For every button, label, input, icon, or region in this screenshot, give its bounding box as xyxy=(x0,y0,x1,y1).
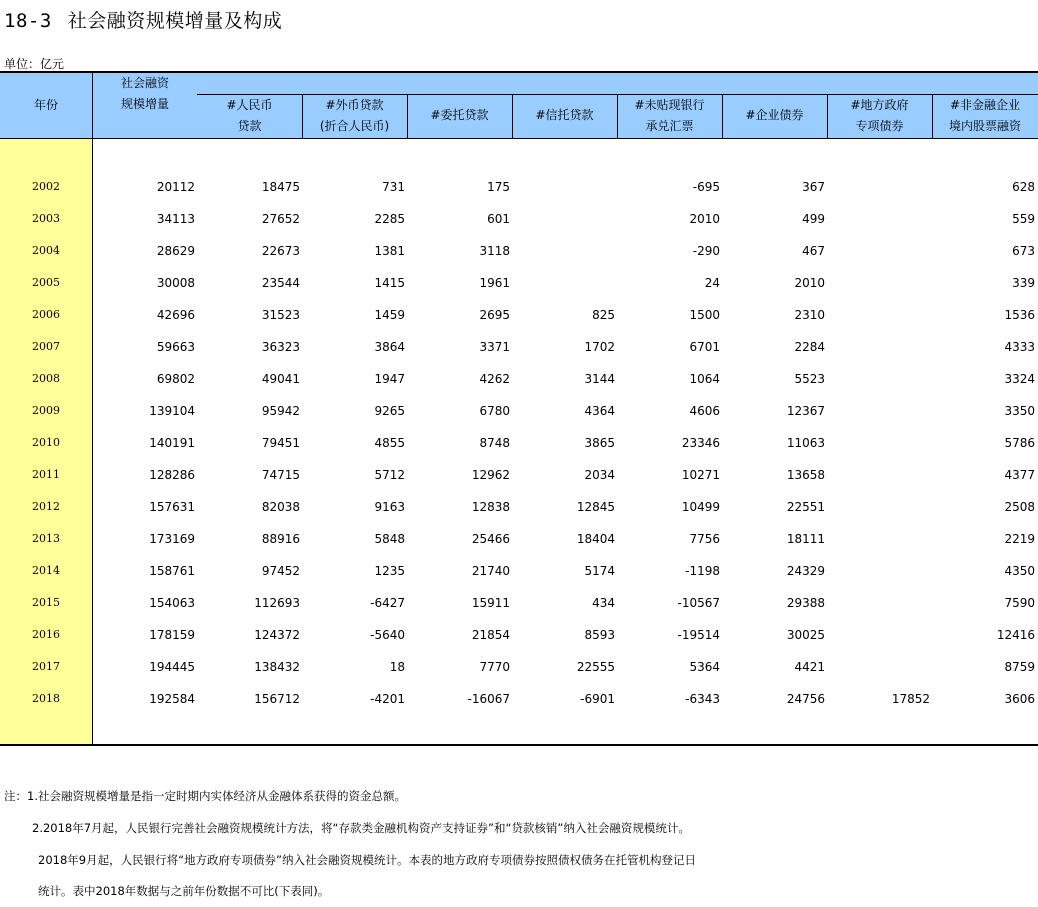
value-cell: 88916 xyxy=(261,532,300,546)
value-cell: 22551 xyxy=(786,500,825,514)
value-cell: 4606 xyxy=(689,404,720,418)
year-cell: 2015 xyxy=(32,596,60,609)
value-cell: -16067 xyxy=(467,692,510,706)
value-cell: 18111 xyxy=(786,532,825,546)
value-cell: 6780 xyxy=(479,404,510,418)
value-cell: 22555 xyxy=(576,660,615,674)
value-cell: 8759 xyxy=(1004,660,1035,674)
note-3: 2018年9月起，人民银行将“地方政府专项债券”纳入社会融资规模统计。本表的地方政府专项债券按照债权债务在托管机构登记日 xyxy=(38,853,696,867)
value-cell: 154063 xyxy=(149,596,195,610)
value-cell: 12845 xyxy=(576,500,615,514)
value-cell: 15911 xyxy=(471,596,510,610)
value-cell: 5364 xyxy=(689,660,720,674)
value-cell: 2010 xyxy=(794,276,825,290)
value-cell: 12962 xyxy=(471,468,510,482)
table-row xyxy=(0,626,1038,646)
value-cell: 8748 xyxy=(479,436,510,450)
value-cell: 158761 xyxy=(149,564,195,578)
value-cell: 1235 xyxy=(374,564,405,578)
value-cell: 192584 xyxy=(149,692,195,706)
table-row xyxy=(0,658,1038,678)
value-cell: -19514 xyxy=(677,628,720,642)
value-cell: 1064 xyxy=(689,372,720,386)
value-cell: 339 xyxy=(1012,276,1035,290)
value-cell: 4262 xyxy=(479,372,510,386)
table-row xyxy=(0,178,1038,198)
table-row xyxy=(0,306,1038,326)
value-cell: -4201 xyxy=(370,692,405,706)
value-cell: 10271 xyxy=(681,468,720,482)
value-cell: 59663 xyxy=(156,340,195,354)
value-cell: 10499 xyxy=(681,500,720,514)
value-cell: 30025 xyxy=(786,628,825,642)
value-cell: 138432 xyxy=(254,660,300,674)
value-cell: 29388 xyxy=(786,596,825,610)
value-cell: 22673 xyxy=(261,244,300,258)
value-cell: 601 xyxy=(487,212,510,226)
table-row xyxy=(0,434,1038,454)
value-cell: 23346 xyxy=(681,436,720,450)
value-cell: 3350 xyxy=(1004,404,1035,418)
value-cell: 1381 xyxy=(374,244,405,258)
table-title: 社会融资规模增量及构成 xyxy=(67,10,283,32)
value-cell: 4377 xyxy=(1004,468,1035,482)
value-cell: 3324 xyxy=(1004,372,1035,386)
value-cell: 36323 xyxy=(261,340,300,354)
year-cell: 2006 xyxy=(32,308,60,321)
table-row xyxy=(0,466,1038,486)
header-total: 社会融资 规模增量 xyxy=(120,76,169,111)
value-cell: 9163 xyxy=(374,500,405,514)
header-col-4: #信托贷款 xyxy=(535,108,594,122)
value-cell: 18404 xyxy=(576,532,615,546)
value-cell: 2284 xyxy=(794,340,825,354)
value-cell: 6701 xyxy=(689,340,720,354)
value-cell: 3118 xyxy=(479,244,510,258)
header-bottom-border xyxy=(0,138,1038,139)
value-cell: 175 xyxy=(487,180,510,194)
year-cell: 2013 xyxy=(32,532,60,545)
value-cell: 2010 xyxy=(689,212,720,226)
value-cell: 23544 xyxy=(261,276,300,290)
value-cell: 3371 xyxy=(479,340,510,354)
value-cell: 1500 xyxy=(689,308,720,322)
value-cell: 178159 xyxy=(149,628,195,642)
value-cell: -5640 xyxy=(370,628,405,642)
value-cell: 128286 xyxy=(149,468,195,482)
value-cell: 25466 xyxy=(471,532,510,546)
value-cell: 7590 xyxy=(1004,596,1035,610)
table-row xyxy=(0,498,1038,518)
value-cell: 4333 xyxy=(1004,340,1035,354)
value-cell: -6901 xyxy=(580,692,615,706)
value-cell: 3865 xyxy=(584,436,615,450)
value-cell: 4855 xyxy=(374,436,405,450)
year-cell: 2003 xyxy=(32,212,60,225)
note-1: 注：1.社会融资规模增量是指一定时期内实体经济从金融体系获得的资金总额。 xyxy=(4,789,406,803)
value-cell: 7770 xyxy=(479,660,510,674)
year-cell: 2012 xyxy=(32,500,60,513)
table-row xyxy=(0,242,1038,262)
value-cell: 5174 xyxy=(584,564,615,578)
year-cell: 2005 xyxy=(32,276,60,289)
value-cell: 1702 xyxy=(584,340,615,354)
value-cell: 2219 xyxy=(1004,532,1035,546)
value-cell: 112693 xyxy=(254,596,300,610)
unit-label: 单位：亿元 xyxy=(4,57,65,71)
value-cell: 4364 xyxy=(584,404,615,418)
value-cell: 467 xyxy=(802,244,825,258)
value-cell: 156712 xyxy=(254,692,300,706)
value-cell: 2310 xyxy=(794,308,825,322)
value-cell: 157631 xyxy=(149,500,195,514)
header-col-2: #外币贷款 (折合人民币) xyxy=(319,98,390,133)
value-cell: 2285 xyxy=(374,212,405,226)
value-cell: 628 xyxy=(1012,180,1035,194)
value-cell: 1961 xyxy=(479,276,510,290)
note-4: 统计。表中2018年数据与之前年份数据不可比(下表同)。 xyxy=(38,884,330,898)
year-cell: 2018 xyxy=(32,692,60,705)
table-row xyxy=(0,530,1038,550)
value-cell: -695 xyxy=(692,180,720,194)
value-cell: 499 xyxy=(802,212,825,226)
value-cell: 731 xyxy=(382,180,405,194)
table-row xyxy=(0,338,1038,358)
value-cell: 5712 xyxy=(374,468,405,482)
value-cell: 140191 xyxy=(149,436,195,450)
value-cell: 5786 xyxy=(1004,436,1035,450)
year-cell: 2009 xyxy=(32,404,60,417)
value-cell: 8593 xyxy=(584,628,615,642)
header-col-7: #地方政府 专项债券 xyxy=(850,98,909,133)
value-cell: 82038 xyxy=(261,500,300,514)
year-cell: 2008 xyxy=(32,372,60,385)
header-col-1: #人民币 贷款 xyxy=(226,98,273,133)
value-cell: 24 xyxy=(704,276,720,290)
value-cell: 28629 xyxy=(156,244,195,258)
value-cell: 74715 xyxy=(261,468,300,482)
value-cell: 1947 xyxy=(374,372,405,386)
value-cell: 9265 xyxy=(374,404,405,418)
value-cell: 367 xyxy=(802,180,825,194)
value-cell: 2508 xyxy=(1004,500,1035,514)
table-row xyxy=(0,274,1038,294)
value-cell: 673 xyxy=(1012,244,1035,258)
value-cell: 825 xyxy=(592,308,615,322)
value-cell: 21854 xyxy=(471,628,510,642)
value-cell: 3606 xyxy=(1004,692,1035,706)
value-cell: -10567 xyxy=(677,596,720,610)
table-number: 18-3 xyxy=(4,10,52,32)
value-cell: -6427 xyxy=(370,596,405,610)
value-cell: 3144 xyxy=(584,372,615,386)
year-cell: 2007 xyxy=(32,340,60,353)
year-cell: 2016 xyxy=(32,628,60,641)
year-cell: 2017 xyxy=(32,660,60,673)
value-cell: 95942 xyxy=(261,404,300,418)
value-cell: 173169 xyxy=(149,532,195,546)
value-cell: 5523 xyxy=(794,372,825,386)
value-cell: 24756 xyxy=(786,692,825,706)
value-cell: 5848 xyxy=(374,532,405,546)
note-2: 2.2018年7月起，人民银行完善社会融资规模统计方法，将“存款类金融机构资产支持证券”和“贷款核销”纳入社会融资规模统计。 xyxy=(32,821,690,835)
value-cell: 12416 xyxy=(996,628,1035,642)
value-cell: 97452 xyxy=(261,564,300,578)
table-row xyxy=(0,370,1038,390)
year-cell: 2002 xyxy=(32,180,60,193)
value-cell: 2695 xyxy=(479,308,510,322)
table-row xyxy=(0,402,1038,422)
table-row xyxy=(0,210,1038,230)
value-cell: 559 xyxy=(1012,212,1035,226)
value-cell: 1536 xyxy=(1004,308,1035,322)
page-title xyxy=(4,6,282,33)
year-cell: 2014 xyxy=(32,564,60,577)
value-cell: 434 xyxy=(592,596,615,610)
header-col-8: #非金融企业 境内股票融资 xyxy=(948,98,1021,133)
value-cell: 49041 xyxy=(261,372,300,386)
value-cell: 139104 xyxy=(149,404,195,418)
value-cell: 124372 xyxy=(254,628,300,642)
value-cell: 31523 xyxy=(261,308,300,322)
value-cell: 12367 xyxy=(786,404,825,418)
value-cell: 30008 xyxy=(156,276,195,290)
header-col-5: #未贴现银行 承兑汇票 xyxy=(634,98,705,133)
table-bottom-border xyxy=(0,744,1038,746)
value-cell: 34113 xyxy=(156,212,195,226)
value-cell: 20112 xyxy=(156,180,195,194)
value-cell: 18475 xyxy=(261,180,300,194)
value-cell: 3864 xyxy=(374,340,405,354)
table-row xyxy=(0,690,1038,710)
table-row xyxy=(0,562,1038,582)
value-cell: 11063 xyxy=(786,436,825,450)
year-cell: 2011 xyxy=(32,468,60,481)
value-cell: 27652 xyxy=(261,212,300,226)
value-cell: 13658 xyxy=(786,468,825,482)
value-cell: -1198 xyxy=(685,564,720,578)
value-cell: 69802 xyxy=(156,372,195,386)
value-cell: 2034 xyxy=(584,468,615,482)
value-cell: 17852 xyxy=(891,692,930,706)
table-row xyxy=(0,594,1038,614)
value-cell: 7756 xyxy=(689,532,720,546)
value-cell: 1415 xyxy=(374,276,405,290)
value-cell: 194445 xyxy=(149,660,195,674)
value-cell: 4350 xyxy=(1004,564,1035,578)
value-cell: 12838 xyxy=(471,500,510,514)
value-cell: 18 xyxy=(389,660,405,674)
year-cell: 2010 xyxy=(32,436,60,449)
value-cell: 79451 xyxy=(261,436,300,450)
header-year: 年份 xyxy=(33,98,58,112)
value-cell: 24329 xyxy=(786,564,825,578)
value-cell: 21740 xyxy=(471,564,510,578)
value-cell: 4421 xyxy=(794,660,825,674)
value-cell: 1459 xyxy=(374,308,405,322)
header-col-3: #委托贷款 xyxy=(430,108,489,122)
year-cell: 2004 xyxy=(32,244,60,257)
value-cell: -6343 xyxy=(685,692,720,706)
header-col-6: #企业债券 xyxy=(745,108,804,122)
value-cell: -290 xyxy=(692,244,720,258)
value-cell: 42696 xyxy=(156,308,195,322)
